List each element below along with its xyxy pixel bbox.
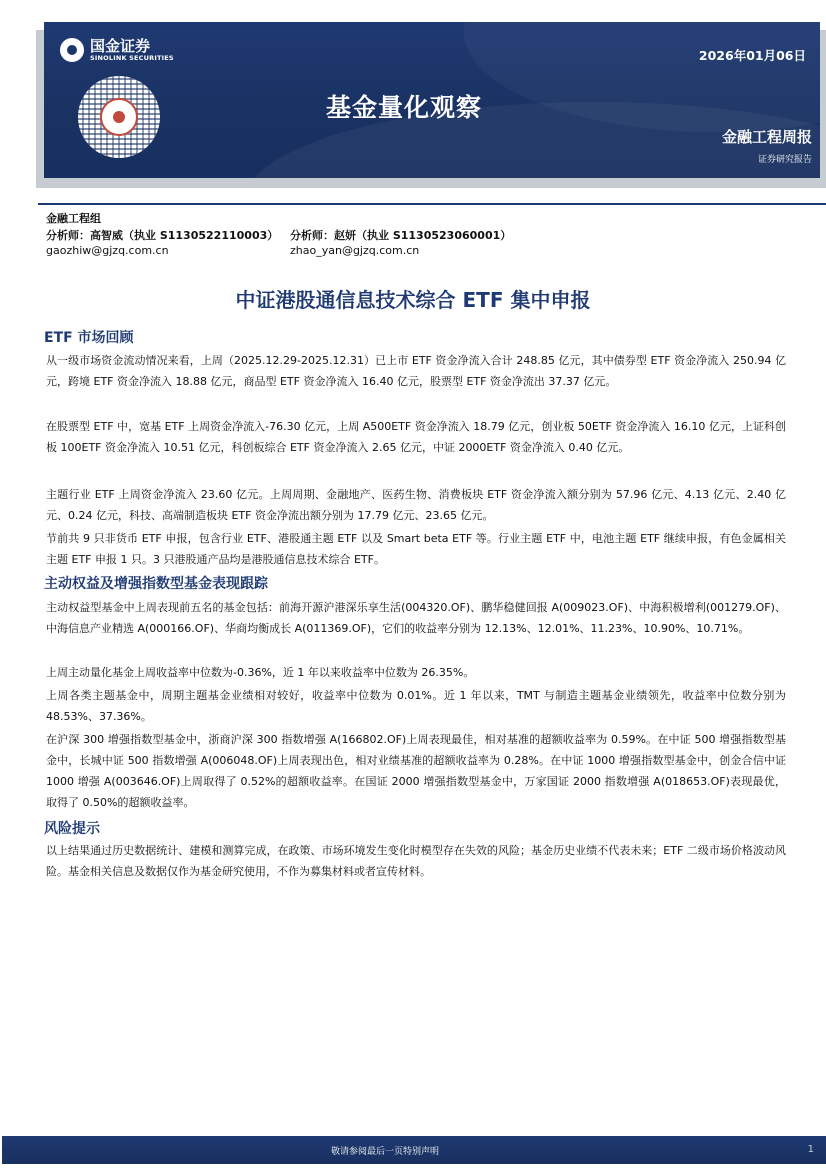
- logo-name-en: SINOLINK SECURITIES: [90, 53, 174, 62]
- qr-logo-icon: [100, 98, 138, 136]
- paragraph: 在沪深 300 增强指数型基金中，浙商沪深 300 指数增强 A(166802.OF)上周表现最佳，相对基准的超额收益率为 0.59%。在中证 500 增强指数型基金中，长城中证 500 指数增强 A(006048.OF)上周表现出色，相对业绩基准的超额收益率为 0.28%。在中证 1000 增强指数型基金中，创金合信中证 1000 增强 A(003646.OF)上周取得了 0.52%的超额收益率。在国证 2000 增强指数型基金中，万家国证 2000 指数增强 A(018653.OF)表现最优，取得了 0.50%的超额收益率。: [46, 733, 786, 809]
- banner-title: 基金量化观察: [326, 93, 483, 122]
- report-subtype: 证券研究报告: [757, 155, 812, 165]
- paragraph: 从一级市场资金流动情况来看，上周（2025.12.29-2025.12.31）已上市 ETF 资金净流入合计 248.85 亿元，其中债券型 ETF 资金净流入 250.94 亿元，跨境 ETF 资金净流入 18.88 亿元，商品型 ETF 资金净流入 16.40 亿元，股票型 ETF 资金净流出 37.37 亿元。: [46, 354, 786, 388]
- paragraph: 在股票型 ETF 中，宽基 ETF 上周资金净流入-76.30 亿元，上周 A500ETF 资金净流入 18.79 亿元，创业板 50ETF 资金净流入 16.10 亿元，上证科创板 100ETF 资金净流入 10.51 亿元，科创板综合 ETF 资金净流入 2.65 亿元，中证 2000ETF 资金净流入 0.40 亿元。: [46, 420, 786, 454]
- company-logo: [60, 38, 174, 62]
- paragraph: 上周各类主题基金中，周期主题基金业绩相对较好，收益率中位数为 0.01%。近 1 年以来，TMT 与制造主题基金业绩领先，收益率中位数分别为 48.53%、37.36%。: [46, 689, 786, 723]
- logo-icon: [60, 38, 84, 62]
- page-footer: [2, 1136, 826, 1164]
- qr-code-icon: [78, 76, 160, 158]
- section-heading: 风险提示: [44, 821, 100, 837]
- paragraph: 以上结果通过历史数据统计、建模和测算完成，在政策、市场环境发生变化时模型存在失效的风险；基金历史业绩不代表未来；ETF 二级市场价格波动风险。基金相关信息及数据仅作为基金研究使用，不作为募集材料或者宣传材料。: [46, 844, 786, 878]
- analyst-2-email[interactable]: zhao_yan@gjzq.com.cn: [290, 244, 420, 257]
- analyst-1-email[interactable]: gaozhiw@gjzq.com.cn: [46, 244, 169, 257]
- header-divider: [38, 203, 826, 205]
- analyst-1: 分析师：高智威（执业 S1130522110003）: [46, 229, 279, 242]
- logo-name-cn: 国金证券: [90, 36, 151, 55]
- paragraph: 主动权益型基金中上周表现前五名的基金包括：前海开源沪港深乐享生活(004320.OF)、鹏华稳健回报 A(009023.OF)、中海积极增利(001279.OF)、中海信息产业精选 A(000166.OF)、华商均衡成长 A(011369.OF)，它们的收益率分别为 12.13%、12.01%、11.23%、10.90%、10.71%。: [46, 601, 786, 635]
- report-type: 金融工程周报: [721, 128, 812, 146]
- analyst-2: 分析师：赵妍（执业 S1130523060001）: [290, 229, 512, 242]
- paragraph: 主题行业 ETF 上周资金净流入 23.60 亿元。上周周期、金融地产、医药生物、消费板块 ETF 资金净流入额分别为 57.96 亿元、4.13 亿元、2.40 亿元、0.24 亿元，科技、高端制造板块 ETF 资金净流出额分别为 17.79 亿元、23.65 亿元。: [46, 488, 786, 522]
- paragraph: 节前共 9 只非货币 ETF 申报，包含行业 ETF、港股通主题 ETF 以及 Smart beta ETF 等。行业主题 ETF 中，电池主题 ETF 继续申报，有色金属相关主题 ETF 申报 1 只。3 只港股通产品均是港股通信息技术综合 ETF。: [46, 532, 786, 566]
- page-title: 中证港股通信息技术综合 ETF 集中申报: [235, 288, 591, 312]
- header-banner: [44, 22, 820, 178]
- section-heading: ETF 市场回顾: [44, 330, 134, 346]
- section-heading: 主动权益及增强指数型基金表现跟踪: [44, 576, 268, 592]
- paragraph: 上周主动量化基金上周收益率中位数为-0.36%，近 1 年以来收益率中位数为 26.35%。: [46, 666, 475, 679]
- team-name: 金融工程组: [46, 212, 101, 225]
- report-date: 2026年01月06日: [698, 48, 806, 63]
- page-number: 1: [807, 1144, 814, 1155]
- disclaimer-note: 敬请参阅最后一页特别声明: [330, 1147, 439, 1157]
